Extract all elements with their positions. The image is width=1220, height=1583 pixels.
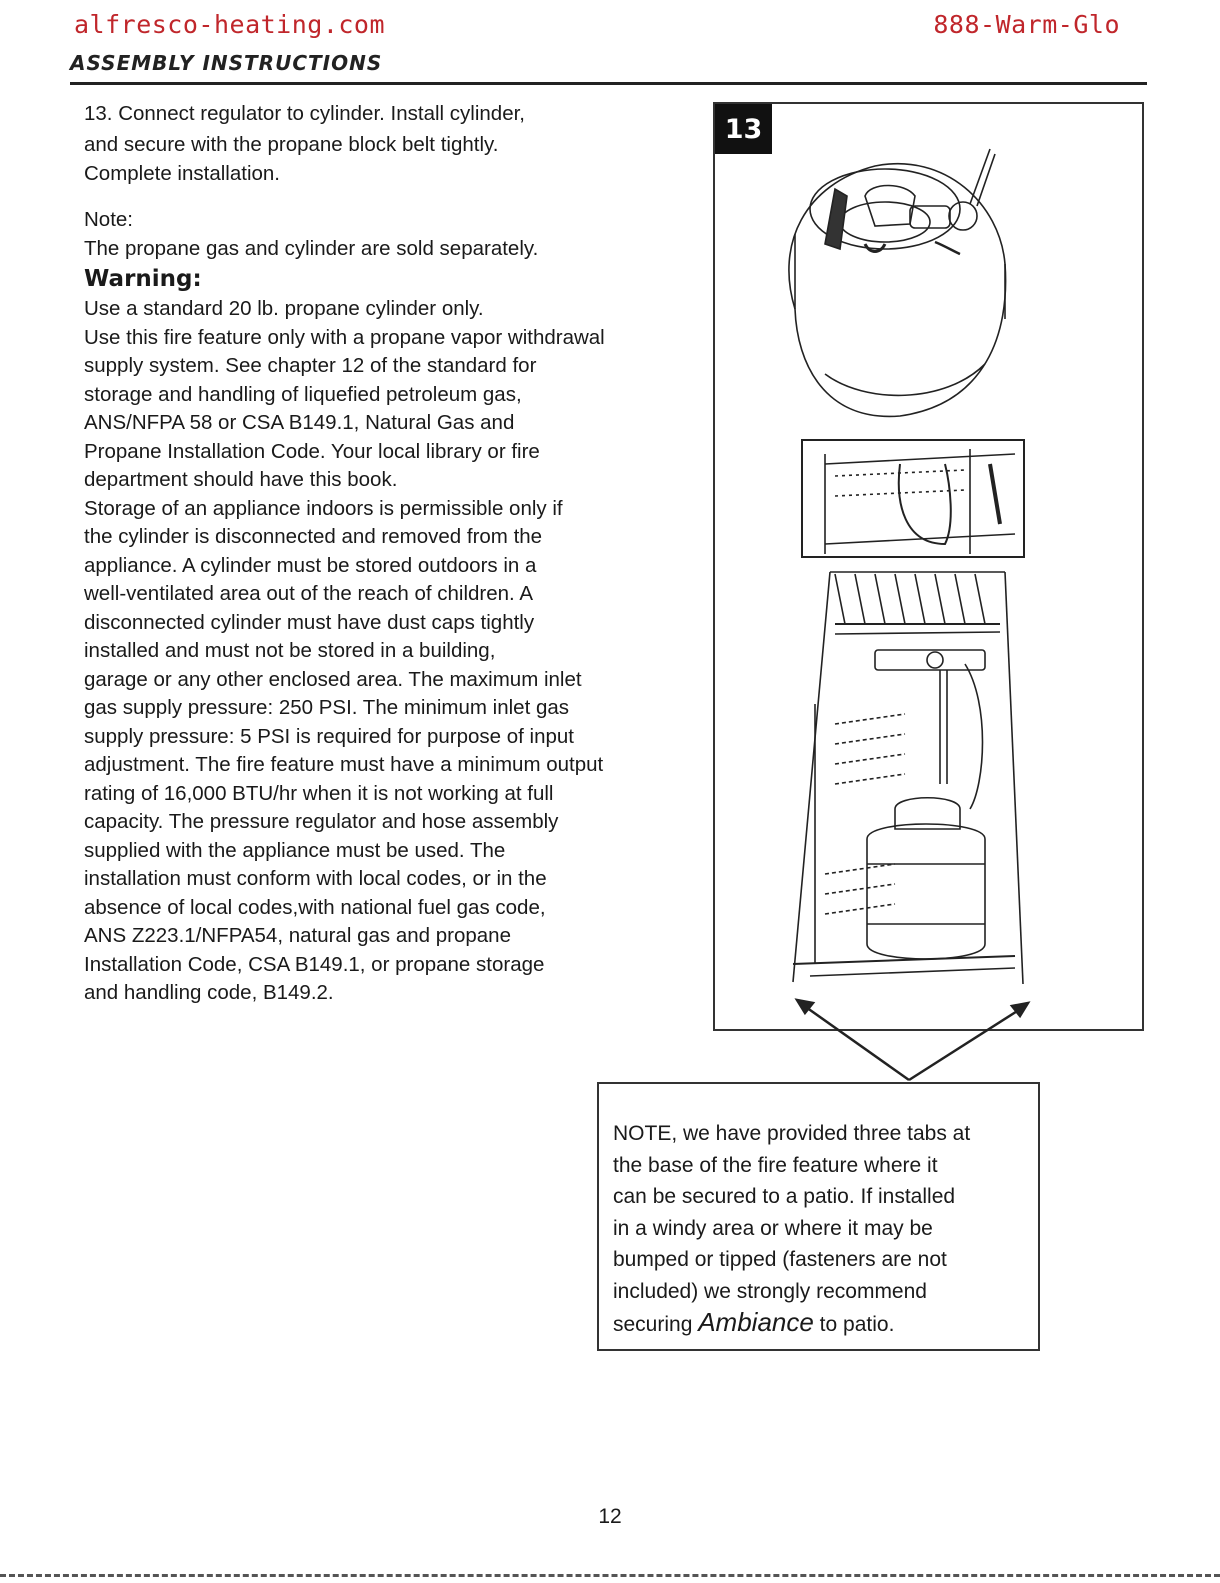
callout-line: can be secured to a patio. If installed	[613, 1185, 956, 1208]
brand-name: Ambiance	[698, 1307, 814, 1337]
callout-text: securing	[613, 1313, 699, 1336]
step-line: Complete installation.	[84, 161, 280, 185]
phone-number: 888-Warm-Glo	[933, 10, 1120, 39]
warning-line: capacity. The pressure regulator and hose assembly	[84, 810, 559, 833]
header-rule	[70, 82, 1147, 85]
warning-body	[84, 295, 704, 1008]
note-label: Note:	[84, 208, 133, 231]
warning-line: Installation Code, CSA B149.1, or propane storage	[84, 952, 545, 976]
footer-dashed-rule	[0, 1574, 1220, 1577]
section-title: ASSEMBLY INSTRUCTIONS	[70, 51, 383, 75]
warning-line: Use this fire feature only with a propane vapor withdrawal	[84, 325, 605, 349]
warning-line: installed and must not be stored in a building,	[84, 639, 496, 662]
heater-illustration	[715, 104, 1142, 1029]
warning-line: gas supply pressure: 250 PSI. The minimum inlet gas	[84, 696, 570, 719]
note-text: The propane gas and cylinder are sold separately.	[84, 236, 539, 260]
warning-line: appliance. A cylinder must be stored outdoors in a	[84, 553, 537, 577]
warning-line: well-ventilated area out of the reach of children. A	[84, 582, 533, 605]
callout-line: NOTE, we have provided three tabs at	[613, 1122, 971, 1145]
warning-line: installation must conform with local codes, or in the	[84, 867, 547, 890]
detail-box	[802, 440, 1024, 557]
callout-line: the base of the fire feature where it	[613, 1153, 938, 1177]
warning-line: department should have this book.	[84, 468, 398, 491]
step-number-badge: 13	[715, 104, 772, 154]
callout-text: to patio.	[813, 1313, 895, 1336]
page-number: 12	[598, 1505, 622, 1528]
warning-line: garage or any other enclosed area. The maximum inlet	[84, 667, 582, 691]
callout-line: bumped or tipped (fasteners are not	[613, 1248, 947, 1271]
patio-note-callout	[597, 1082, 1040, 1351]
step-line: and secure with the propane block belt tightly.	[84, 132, 499, 156]
callout-line	[613, 1307, 1022, 1341]
warning-line: supply pressure: 5 PSI is required for purpose of input	[84, 724, 574, 748]
warning-line: ANS/NFPA 58 or CSA B149.1, Natural Gas and	[84, 411, 515, 434]
instructions-text	[84, 100, 704, 1008]
warning-heading: Warning:	[84, 266, 202, 292]
warning-line: Propane Installation Code. Your local library or fire	[84, 439, 540, 463]
warning-line: supply system. See chapter 12 of the standard for	[84, 354, 537, 377]
heater-base	[793, 572, 1023, 984]
warning-line: storage and handling of liquefied petroleum gas,	[84, 382, 522, 406]
assembly-figure	[713, 102, 1144, 1031]
warning-line: disconnected cylinder must have dust caps tightly	[84, 610, 535, 634]
callout-line: in a windy area or where it may be	[613, 1216, 933, 1240]
warning-line: and handling code, B149.2.	[84, 981, 334, 1004]
warning-line: the cylinder is disconnected and removed from the	[84, 525, 543, 548]
warning-line: Use a standard 20 lb. propane cylinder only.	[84, 297, 484, 320]
callout-line: included) we strongly recommend	[613, 1279, 927, 1303]
warning-line: ANS Z223.1/NFPA54, natural gas and propane	[84, 924, 511, 947]
warning-line: supplied with the appliance must be used. The	[84, 838, 506, 862]
step-line: 13. Connect regulator to cylinder. Install cylinder,	[84, 102, 525, 125]
warning-line: Storage of an appliance indoors is permissible only if	[84, 496, 563, 520]
warning-line: rating of 16,000 BTU/hr when it is not working at full	[84, 781, 554, 805]
website-url: alfresco-heating.com	[74, 10, 386, 39]
warning-line: absence of local codes,with national fuel gas code,	[84, 895, 546, 919]
warning-line: adjustment. The fire feature must have a minimum output	[84, 753, 604, 776]
cylinder-closeup	[789, 149, 1006, 416]
